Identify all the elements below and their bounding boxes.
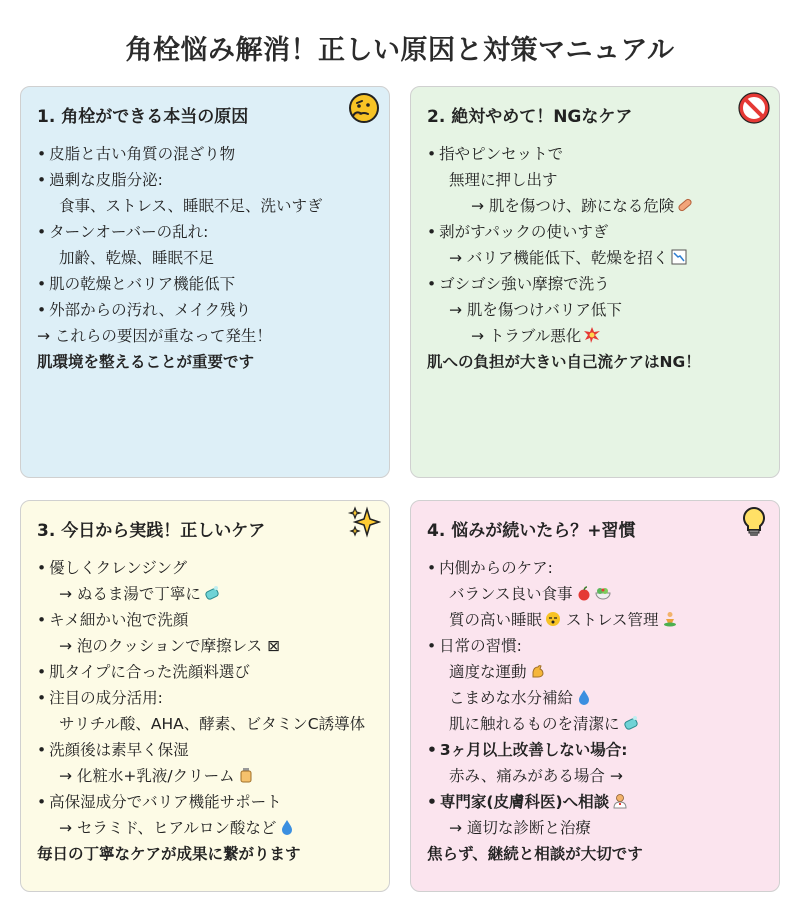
list-item: 肌に触れるものを清潔に xyxy=(427,711,763,737)
list-item: • 剥がすパックの使いすぎ xyxy=(427,219,763,245)
summary-text: 肌への負担が大きい自己流ケアはNG！ xyxy=(427,353,701,371)
list-item: → これらの要因が重なって発生！ xyxy=(37,327,272,345)
bandage-icon xyxy=(677,197,693,213)
card-habits xyxy=(410,500,780,892)
list-item: • 内側からのケア: xyxy=(427,555,763,581)
list-item: → 化粧水+乳液/クリーム xyxy=(37,763,373,789)
apple-icon xyxy=(576,585,592,601)
prohibited-icon xyxy=(737,91,771,125)
droplet-icon xyxy=(279,819,295,835)
list-item: 質の高い睡眠 ストレス管理 xyxy=(427,607,763,633)
list-item: 適度な運動 xyxy=(427,659,763,685)
summary-text: 焦らず、継続と相談が大切です xyxy=(427,845,643,863)
summary-text: 毎日の丁寧なケアが成果に繋がります xyxy=(37,845,301,863)
droplet-icon xyxy=(576,689,592,705)
list-item: 赤み、痛みがある場合 → xyxy=(449,767,623,785)
list-item: → セラミド、ヒアルロン酸など xyxy=(37,815,373,841)
list-item: → バリア機能低下、乾燥を招く xyxy=(427,245,763,271)
list-item: こまめな水分補給 xyxy=(427,685,763,711)
list-item: • 専門家(皮膚科医)へ相談 xyxy=(427,789,763,815)
list-item: 加齢、乾燥、睡眠不足 xyxy=(59,249,215,267)
card-correct-care xyxy=(20,500,390,892)
list-item: • 肌タイプに合った洗顔料選び xyxy=(37,659,373,685)
list-item: • 優しくクレンジング xyxy=(37,555,373,581)
list-item: → 泡のクッションで摩擦レス ⊠ xyxy=(59,637,281,655)
list-item: • 高保湿成分でバリア機能サポート xyxy=(37,789,373,815)
list-item: • 注目の成分活用: xyxy=(37,685,373,711)
list-item: • 外部からの汚れ、メイク残り xyxy=(37,297,373,323)
soap-icon xyxy=(204,585,220,601)
list-item: 無理に押し出す xyxy=(449,171,558,189)
list-item: → 肌を傷つけ、跡になる危険 xyxy=(427,193,763,219)
salad-icon xyxy=(595,585,611,601)
chart-decreasing-icon xyxy=(671,249,687,265)
list-item: サリチル酸、AHA、酵素、ビタミンC誘導体 xyxy=(59,715,366,733)
doctor-icon xyxy=(612,793,628,809)
list-item: • 洗顔後は素早く保湿 xyxy=(37,737,373,763)
list-item: → 肌を傷つけバリア低下 xyxy=(449,301,622,319)
list-item: → ぬるま湯で丁寧に xyxy=(37,581,373,607)
card-title: 4. 悩みが続いたら？+習慣 xyxy=(427,521,636,541)
lotion-bottle-icon xyxy=(238,767,254,783)
list-item: • 3ヶ月以上改善しない場合: xyxy=(427,737,763,763)
list-item: • 指やピンセットで xyxy=(427,141,763,167)
card-title: 2. 絶対やめて！NGなケア xyxy=(427,107,633,127)
card-title: 3. 今日から実践！正しいケア xyxy=(37,521,266,541)
list-item: • 過剰な皮脂分泌: xyxy=(37,167,373,193)
thinking-face-icon xyxy=(347,91,381,125)
flexed-biceps-icon xyxy=(530,663,546,679)
list-item: • ゴシゴシ強い摩擦で洗う xyxy=(427,271,763,297)
sleeping-face-icon xyxy=(545,611,561,627)
meditation-icon xyxy=(662,611,678,627)
list-item: • キメ細かい泡で洗顔 xyxy=(37,607,373,633)
card-causes xyxy=(20,86,390,478)
card-title: 1. 角栓ができる本当の原因 xyxy=(37,107,249,127)
list-item: • 日常の習慣: xyxy=(427,633,763,659)
list-item: • 皮脂と古い角質の混ざり物 xyxy=(37,141,373,167)
lightbulb-icon xyxy=(737,505,771,539)
summary-text: 肌環境を整えることが重要です xyxy=(37,353,255,371)
list-item: 食事、ストレス、睡眠不足、洗いすぎ xyxy=(59,197,323,215)
list-item: バランス良い食事 xyxy=(427,581,763,607)
list-item: • 肌の乾燥とバリア機能低下 xyxy=(37,271,373,297)
list-item: • ターンオーバーの乱れ: xyxy=(37,219,373,245)
page-title: 角栓悩み解消！正しい原因と対策マニュアル xyxy=(125,35,675,66)
collision-icon xyxy=(584,327,600,343)
list-item: → トラブル悪化 xyxy=(427,323,763,349)
soap-icon xyxy=(623,715,639,731)
list-item: → 適切な診断と治療 xyxy=(449,819,591,837)
card-ng-care xyxy=(410,86,780,478)
sparkles-icon xyxy=(347,505,381,539)
